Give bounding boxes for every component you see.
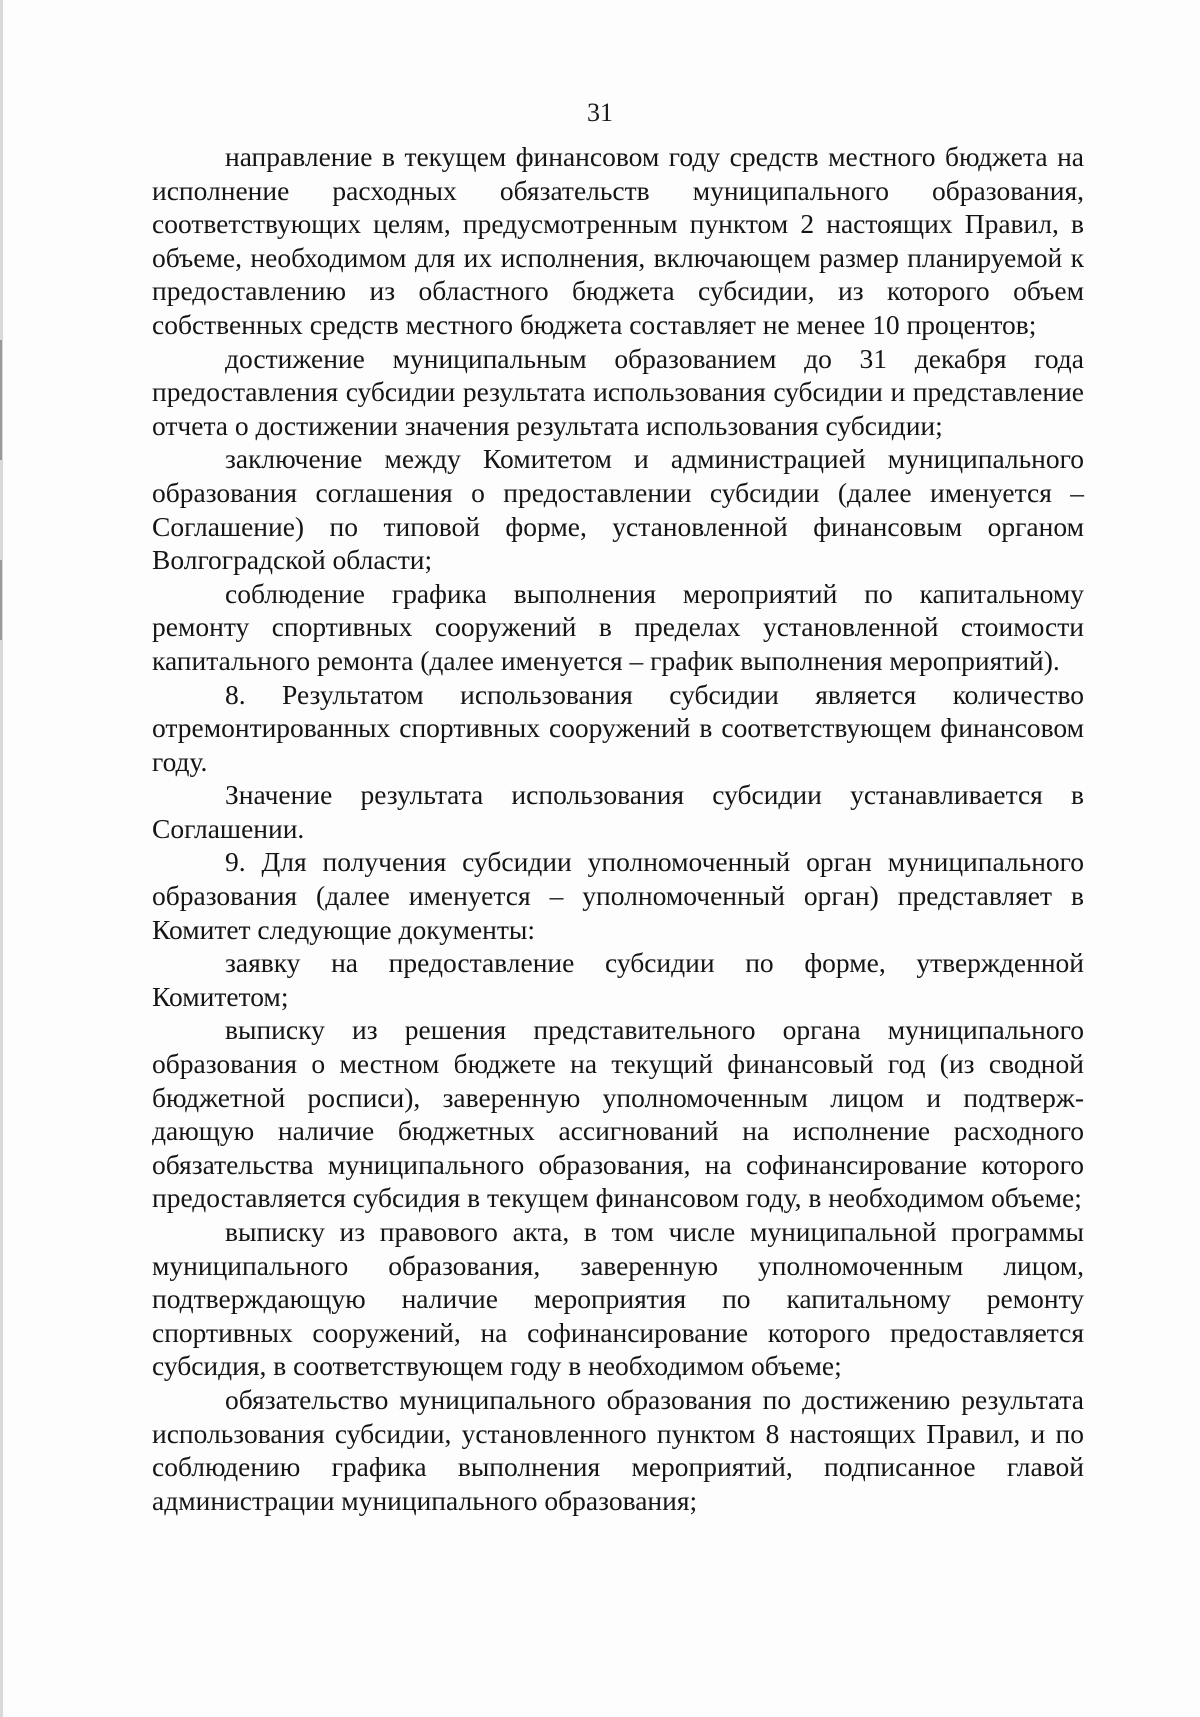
paragraph-schedule-compliance: соблюдение графика выполнения мероприятий по капитальному ремонту спортивных сооружений в пределах установленной стоимости капитального ремонта (далее именуется – график выполнения мероприятий).	[152, 577, 1084, 676]
page-number: 31	[587, 98, 613, 127]
paragraph-budget-extract: выписку из решения представительного органа муниципального образования о местном бюджете на текущий финансовый год (из сводной бюджетной росписи), заверенную уполномоченным лицом и подтверж-дающую наличие бюджетных ассигнований на исполнение расходного обязательства муниципального образования, на софинансирование которого предоставляется субсидия в текущем финансовом году, в необходимом объеме;	[152, 1014, 1084, 1214]
scan-edge-mark	[0, 560, 2, 640]
paragraph-agreement: заключение между Комитетом и администрацией муниципального образования соглашения о предоставлении субсидии (далее именуется – Соглашение) по типовой форме, установленной финансовым органом Волгоградской области;	[152, 443, 1084, 576]
scan-edge-mark	[0, 340, 2, 460]
paragraph-result-achievement: достижение муниципальным образованием до 31 декабря года предоставления субсидии результата использования субсидии и представление отчета о достижении значения результата использования субсидии;	[152, 342, 1084, 441]
scan-left-edge	[0, 0, 3, 1717]
paragraph-application: заявку на предоставление субсидии по форме, утвержденной Комитетом;	[152, 947, 1084, 1012]
paragraph-legal-act-extract: выписку из правового акта, в том числе муниципальной программы муниципального образования, заверенную уполномоченным лицом, подтверждающую наличие мероприятия по капитальному ремонту спортивных сооружений, на софинансирование которого предоставляется субсидия, в соответствующем году в необходимом объеме;	[152, 1216, 1084, 1382]
paragraph-result-value: Значение результата использования субсидии устанавливается в Соглашении.	[152, 779, 1084, 844]
paragraph-item-9-documents: 9. Для получения субсидии уполномоченный орган муниципального образования (далее именуется – уполномоченный орган) представляет в Комитет следующие документы:	[152, 846, 1084, 945]
document-body	[152, 140, 1084, 1517]
paragraph-item-8-result: 8. Результатом использования субсидии является количество отремонтированных спортивных сооружений в соответствующем финансовом году.	[152, 678, 1084, 777]
paragraph-obligation: обязательство муниципального образования по достижению результата использования субсидии, установленного пунктом 8 настоящих Правил, и по соблюдению графика выполнения мероприятий, подписанное главой администрации муниципального образования;	[152, 1383, 1084, 1516]
paragraph-budget-funds: направление в текущем финансовом году средств местного бюджета на исполнение расходных обязательств муниципального образования, соответствующих целям, предусмотренным пунктом 2 настоящих Правил, в объеме, необходимом для их исполнения, включающем размер планируемой к предоставлению из областного бюджета субсидии, из которого объем собственных средств местного бюджета составляет не менее 10 процентов;	[152, 141, 1084, 340]
